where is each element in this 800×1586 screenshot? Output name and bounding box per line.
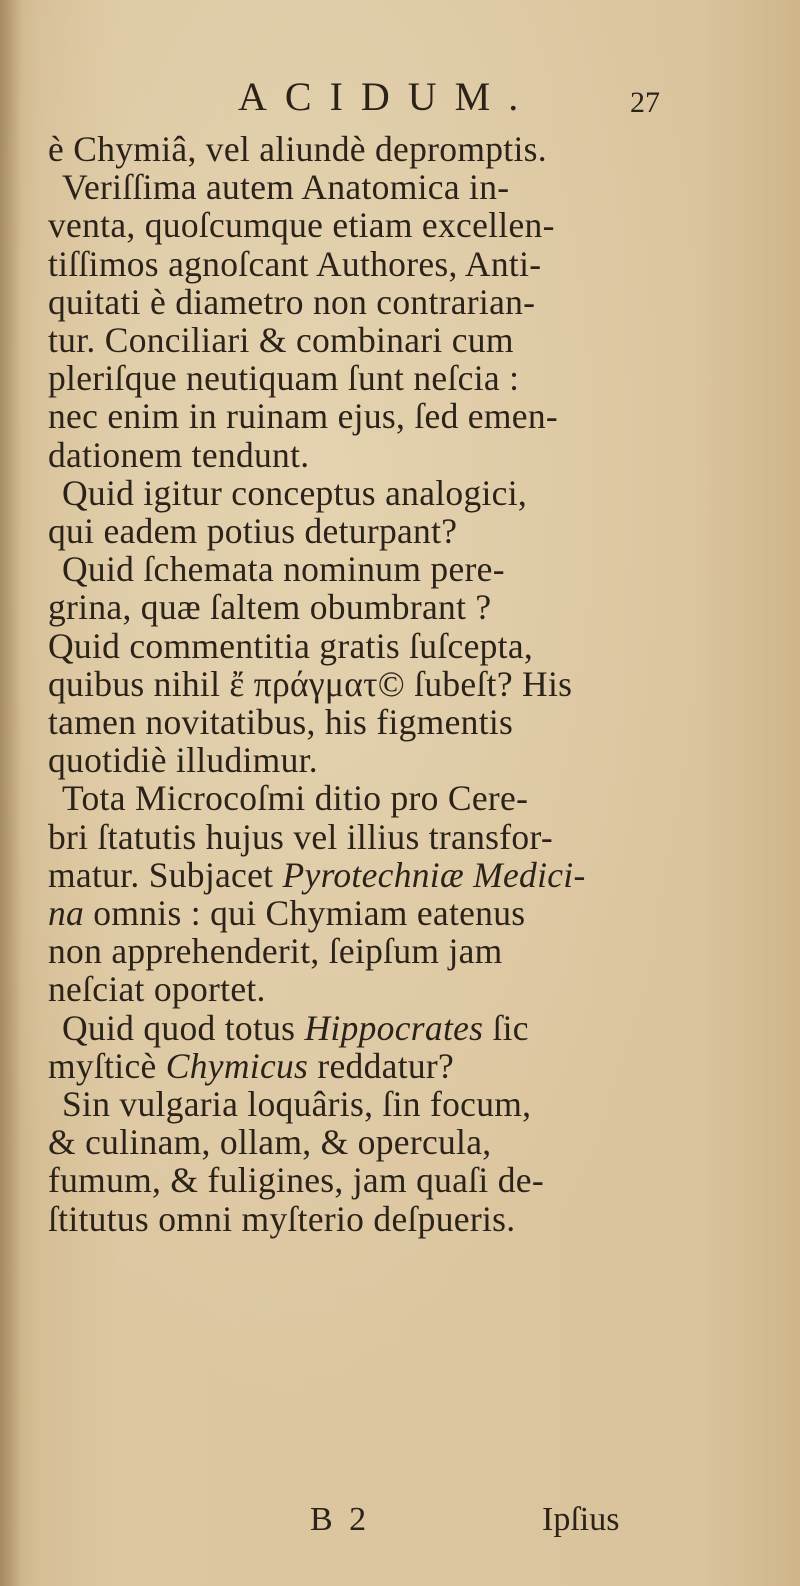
text-line: omnis : qui Chymiam eatenus bbox=[93, 893, 526, 934]
text-line: fumum, & fuligines, jam quaſi de- bbox=[48, 1160, 544, 1201]
text-line: grina, quæ ſaltem obumbrant ? bbox=[48, 587, 492, 628]
text-line: tiſſimos agnoſcant Authores, Anti- bbox=[48, 243, 542, 284]
paragraph-3 bbox=[48, 474, 662, 550]
italic-term: Chymicus bbox=[165, 1045, 309, 1086]
text-line: quitati è diametro non contrarian- bbox=[48, 281, 536, 322]
text-line: è Chymiâ, vel aliundè depromptis. bbox=[48, 129, 547, 169]
text-line: quibus nihil ἔ πράγματ© ſubeſt? His bbox=[48, 663, 573, 704]
text-line: dationem tendunt. bbox=[48, 434, 310, 475]
text-line: Sin vulgaria loquâris, ſin focum, bbox=[62, 1084, 532, 1125]
text-line: myſticè bbox=[48, 1045, 157, 1086]
page-footer bbox=[0, 1498, 800, 1548]
text-line: tamen novitatibus, his figmentis bbox=[48, 702, 514, 743]
page-header bbox=[0, 72, 800, 122]
page-gutter-shadow bbox=[0, 0, 22, 1586]
italic-term: Hippocrates bbox=[304, 1007, 484, 1048]
text-line: Quid ſchemata nominum pere- bbox=[62, 549, 505, 590]
paragraph-4 bbox=[48, 550, 662, 779]
paragraph-1 bbox=[48, 130, 662, 168]
text-line: ſtitutus omni myſterio deſpueris. bbox=[48, 1198, 516, 1239]
paragraph-6 bbox=[48, 1009, 662, 1085]
text-line: venta, quoſcumque etiam excellen- bbox=[48, 205, 555, 246]
text-line: pleriſque neutiquam ſunt neſcia : bbox=[48, 358, 520, 399]
running-head: ACIDUM. bbox=[238, 74, 537, 119]
text-line: non apprehenderit, ſeipſum jam bbox=[48, 931, 503, 972]
text-line: ſic bbox=[492, 1007, 529, 1048]
text-line: matur. Subjacet bbox=[48, 854, 274, 895]
catchword: Ipſius bbox=[542, 1501, 620, 1538]
italic-term: Pyrotechniæ Medici- bbox=[282, 854, 586, 895]
page-number: 27 bbox=[630, 86, 660, 119]
paragraph-7 bbox=[48, 1085, 662, 1238]
text-line: nec enim in ruinam ejus, ſed emen- bbox=[48, 396, 558, 437]
text-line: Quid quod totus bbox=[62, 1007, 296, 1048]
text-line: tur. Conciliari & combinari cum bbox=[48, 320, 514, 361]
italic-term: na bbox=[48, 893, 85, 934]
body-text bbox=[48, 130, 662, 1238]
text-line: qui eadem potius deturpant? bbox=[48, 511, 458, 552]
signature-mark: B 2 bbox=[310, 1501, 371, 1538]
text-line: Tota Microcoſmi ditio pro Cere- bbox=[62, 778, 529, 819]
text-line: Quid commentitia gratis ſuſcepta, bbox=[48, 625, 534, 666]
text-line: Quid igitur conceptus analogici, bbox=[62, 472, 528, 513]
text-line: & culinam, ollam, & opercula, bbox=[48, 1122, 492, 1163]
text-line: Veriſſima autem Anatomica in- bbox=[62, 167, 510, 208]
paragraph-2 bbox=[48, 168, 662, 474]
text-line: reddatur? bbox=[317, 1045, 455, 1086]
text-line: quotidiè illudimur. bbox=[48, 740, 318, 781]
paragraph-5 bbox=[48, 779, 662, 1008]
text-line: bri ſtatutis hujus vel illius transfor- bbox=[48, 816, 553, 857]
text-line: neſciat oportet. bbox=[48, 969, 266, 1010]
